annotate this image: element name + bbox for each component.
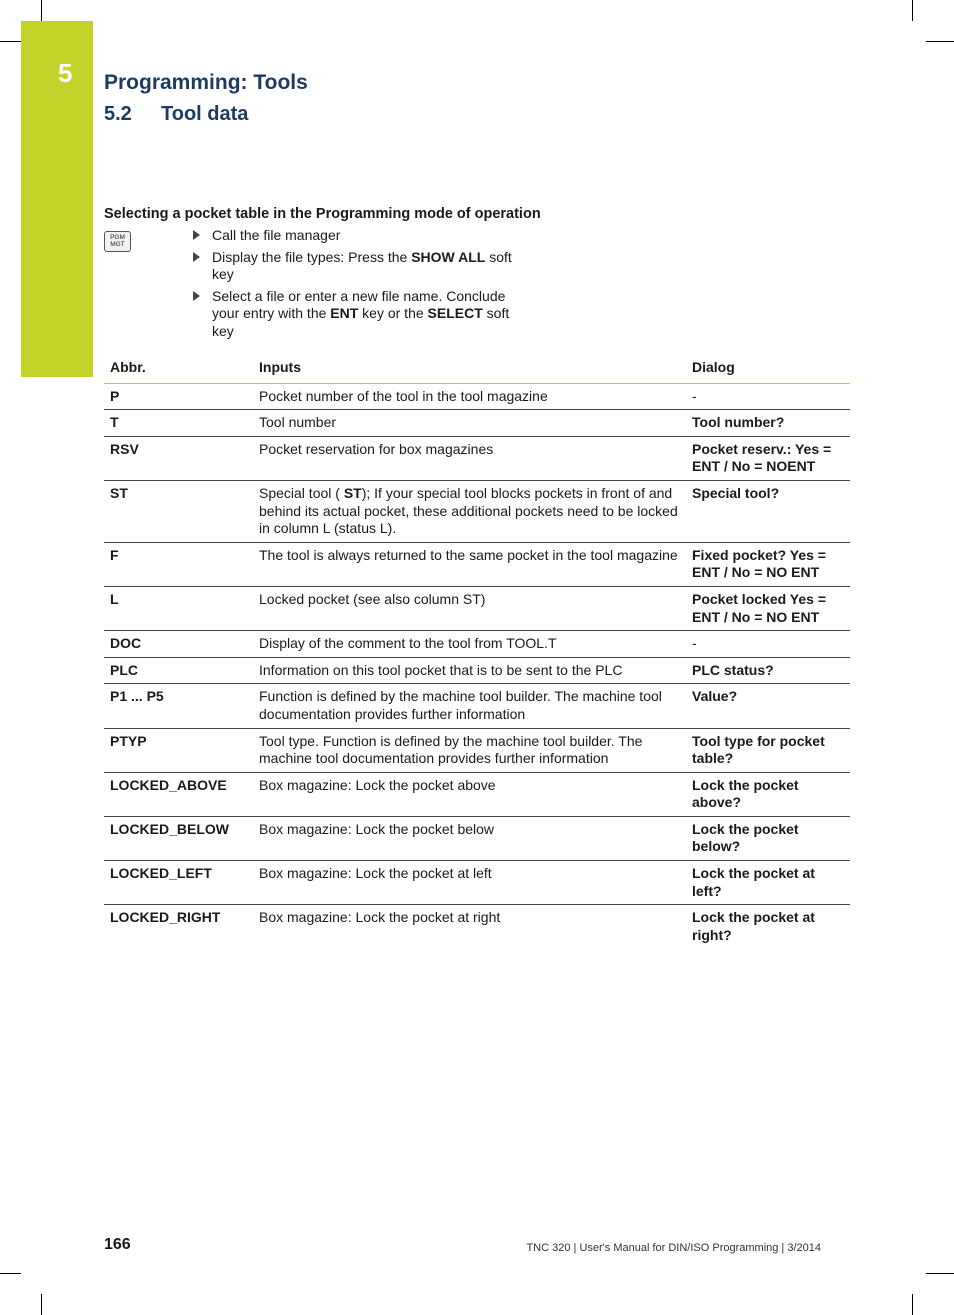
cell-abbr: PTYP <box>104 728 253 772</box>
bold-text: ST <box>343 484 362 501</box>
cell-input <box>253 631 686 658</box>
cell-input <box>253 905 686 949</box>
cell-input <box>253 410 686 437</box>
text: Locked pocket (see also column ST) <box>259 590 486 607</box>
cell-dialog: Tool number? <box>686 410 850 437</box>
cell-dialog: Lock the pocket at right? <box>692 909 815 943</box>
cell-input <box>253 383 686 410</box>
text: Pocket number of the tool in the tool magazine <box>259 387 548 404</box>
step-item <box>193 249 533 284</box>
cell-input <box>253 861 686 905</box>
text: key or the <box>358 305 428 321</box>
chapter-title: Programming: Tools <box>104 71 308 94</box>
text: soft key <box>212 305 510 339</box>
cell-dialog: Pocket locked Yes = ENT / No = NO ENT <box>686 586 850 630</box>
arrow-right-icon <box>193 291 200 301</box>
table-header-row <box>104 354 850 383</box>
pgm-mgt-key-icon <box>104 231 131 252</box>
cell-abbr: P <box>104 383 253 410</box>
key-label-line: PGM <box>110 234 125 241</box>
cell-input <box>253 816 686 860</box>
key-label-line: MGT <box>110 241 125 248</box>
header-dialog: Dialog <box>686 354 850 383</box>
text: Tool type. Function is defined by the machine tool builder. The machine tool documentation provides further information <box>259 732 643 767</box>
header-abbr: Abbr. <box>104 354 253 383</box>
cell-input <box>253 436 686 480</box>
cell-input <box>253 480 686 542</box>
cell-input <box>253 728 686 772</box>
cell-abbr: L <box>104 586 253 630</box>
text: Box magazine: Lock the pocket below <box>259 820 495 837</box>
cell-dialog: - <box>686 383 850 410</box>
section-number: 5.2 <box>104 103 132 125</box>
cell-dialog: PLC status? <box>686 657 850 684</box>
crop-mark <box>41 1294 42 1315</box>
cell-input <box>253 586 686 630</box>
text: ); If your special tool blocks pockets in front of and behind its actual pocket, these additional pockets need to be locked in column L (status L). <box>259 484 678 537</box>
cell-abbr: LOCKED_LEFT <box>104 861 253 905</box>
cell-dialog: Lock the pocket at left? <box>686 861 850 905</box>
cell-abbr: ST <box>104 480 253 542</box>
text: The tool is always returned to the same pocket in the tool magazine <box>259 546 678 563</box>
cell-abbr: P1 ... P5 <box>104 684 253 728</box>
cell-dialog: Lock the pocket below? <box>686 816 850 860</box>
pocket-table-columns <box>104 354 850 948</box>
procedure-steps <box>193 227 533 344</box>
table-row <box>104 542 850 586</box>
cell-input <box>253 542 686 586</box>
table-row <box>104 657 850 684</box>
text: Information on this tool pocket that is to be sent to the PLC <box>259 661 623 678</box>
text: Display of the comment to the tool from TOOL.T <box>259 635 557 652</box>
text: Tool number <box>259 414 337 431</box>
cell-input <box>253 684 686 728</box>
step-item <box>193 227 533 245</box>
cell-abbr: LOCKED_BELOW <box>104 816 253 860</box>
table-row <box>104 861 850 905</box>
table-row <box>104 383 850 410</box>
cell-abbr: T <box>104 410 253 437</box>
crop-mark <box>926 1273 954 1274</box>
cell-abbr: PLC <box>104 657 253 684</box>
cell-dialog: Tool type for pocket table? <box>686 728 850 772</box>
arrow-right-icon <box>193 230 200 240</box>
text: Pocket reservation for box magazines <box>259 440 494 457</box>
bold-text: ENT <box>330 305 359 321</box>
cell-abbr: F <box>104 542 253 586</box>
cell-dialog: Value? <box>686 684 850 728</box>
crop-mark <box>41 0 42 21</box>
cell-dialog: Fixed pocket? Yes = ENT / No = NO ENT <box>686 542 850 586</box>
crop-mark <box>0 1273 21 1274</box>
text: Box magazine: Lock the pocket above <box>259 776 496 793</box>
cell-dialog: Pocket reserv.: Yes = ENT / No = NOENT <box>686 436 850 480</box>
text: Select a file or enter a new file name. Conclude your entry with the <box>212 287 506 321</box>
crop-mark <box>926 41 954 42</box>
section-title: Tool data <box>161 103 249 125</box>
table-row <box>104 436 850 480</box>
text: Special tool ( <box>259 484 344 501</box>
cell-abbr: RSV <box>104 436 253 480</box>
crop-mark <box>912 0 913 21</box>
cell-abbr: LOCKED_RIGHT <box>110 909 221 926</box>
footer-text: TNC 320 | User's Manual for DIN/ISO Programming | 3/2014 <box>526 1242 821 1254</box>
text: Call the file manager <box>212 227 341 243</box>
text: Box magazine: Lock the pocket at right <box>259 909 501 926</box>
page-number: 166 <box>104 1236 131 1253</box>
table-row <box>104 772 850 816</box>
table-row <box>104 586 850 630</box>
step-item <box>193 288 533 341</box>
cell-input <box>253 657 686 684</box>
cell-dialog: - <box>686 631 850 658</box>
bold-text: SHOW ALL <box>411 248 486 265</box>
cell-abbr: DOC <box>104 631 253 658</box>
crop-mark <box>0 41 21 42</box>
table-row <box>104 905 850 949</box>
table-row <box>104 728 850 772</box>
cell-abbr: LOCKED_ABOVE <box>104 772 253 816</box>
chapter-number: 5 <box>58 58 73 88</box>
table-row <box>104 480 850 542</box>
table-row <box>104 410 850 437</box>
arrow-right-icon <box>193 252 200 262</box>
bold-text: SELECT <box>427 305 483 321</box>
text: Display the file types: Press the <box>212 248 412 265</box>
text: soft key <box>212 248 512 282</box>
text: Function is defined by the machine tool builder. The machine tool documentation provides further information <box>259 688 662 722</box>
table-row <box>104 631 850 658</box>
cell-dialog: Special tool? <box>686 480 850 542</box>
procedure-heading: Selecting a pocket table in the Programming mode of operation <box>104 206 541 222</box>
cell-dialog: Lock the pocket above? <box>686 772 850 816</box>
header-inputs: Inputs <box>253 354 686 383</box>
cell-input <box>253 772 686 816</box>
table-row <box>104 684 850 728</box>
table-row <box>104 816 850 860</box>
crop-mark <box>912 1294 913 1315</box>
text: Box magazine: Lock the pocket at left <box>259 865 492 882</box>
section-heading <box>104 103 248 126</box>
